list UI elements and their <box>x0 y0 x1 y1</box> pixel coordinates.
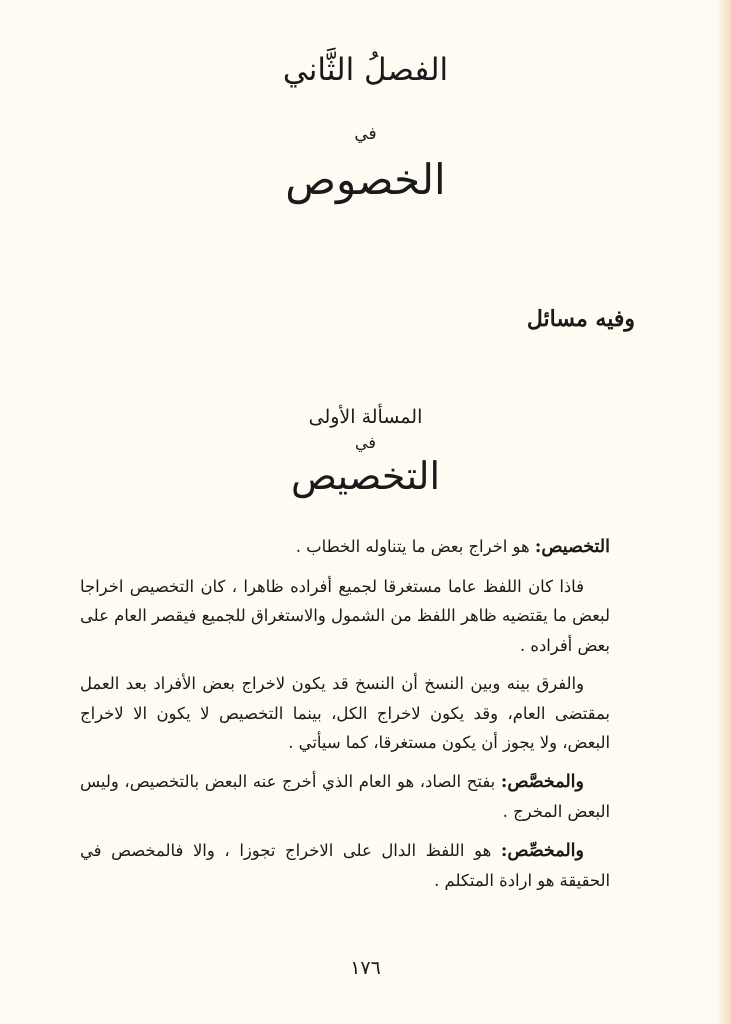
issue-title: المسألة الأولى <box>308 406 423 428</box>
paragraph-text: فاذا كان اللفظ عاما مستغرقا لجميع أفراده ظاهرا ، كان التخصيص اخراجا لبعض ما يقتضيه ظاهر اللفظ من الشمول والاستغراق للجميع فيقصر العام على بعض أفراده . <box>80 576 610 655</box>
body-text <box>80 532 610 905</box>
term-takhsis: التخصيص: <box>534 537 610 557</box>
term-mukhassas: والمخصَّص: <box>500 771 584 792</box>
paragraph-explanation <box>80 572 610 661</box>
issues-intro: وفيه مسائل <box>526 306 635 332</box>
chapter-title: الفصلُ الثَّاني <box>282 52 449 88</box>
issue-subject: التخصيص <box>290 454 441 498</box>
paragraph-text: والفرق بينه وبين النسخ أن النسخ قد يكون لاخراج بعض الأفراد بعد العمل بمقتضى العام، وقد يكون لاخراج الكل، بينما التخصيص لا يكون الا لاخراج البعض، ولا يجوز أن يكون مستغرقا، كما سيأتي . <box>80 674 610 752</box>
paragraph-mukhassas <box>80 767 610 827</box>
page-number: ١٧٦ <box>350 957 381 979</box>
term-mukhassis: والمخصِّص: <box>500 840 584 861</box>
chapter-connector: في <box>354 124 377 144</box>
paragraph-text: هو اخراج بعض ما يتناوله الخطاب . <box>295 537 535 556</box>
paragraph-text: هو اللفظ الدال على الاخراج تجوزا ، والا فالمخصص في الحقيقة هو ارادة المتكلم . <box>80 840 610 890</box>
paragraph-difference <box>80 669 610 758</box>
page-edge-shadow <box>717 0 731 1024</box>
paragraph-mukhassis <box>80 836 610 896</box>
paragraph-definition <box>80 532 610 563</box>
paragraph-text: بفتح الصاد، هو العام الذي أخرج عنه البعض بالتخصيص، وليس البعض المخرج . <box>80 771 610 821</box>
chapter-subject: الخصوص <box>285 155 446 204</box>
issue-connector: في <box>355 433 376 452</box>
